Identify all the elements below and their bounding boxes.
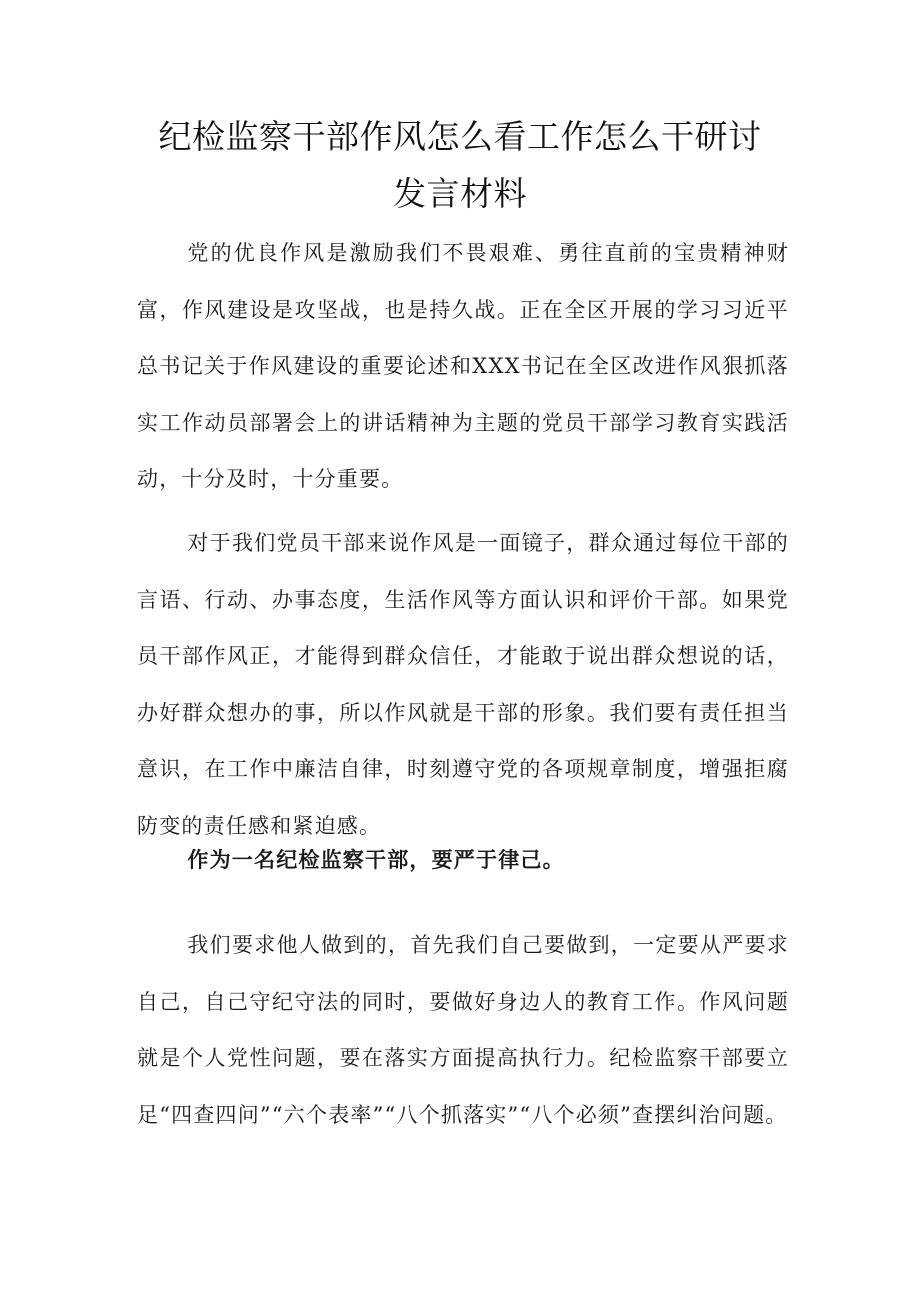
document-title-line-2: 发言材料	[393, 174, 527, 213]
section-heading: 作为一名纪检监察干部，要严于律己。	[187, 848, 565, 872]
body-paragraph-3: 我们要求他人做到的，首先我们自己要做到，一定要从严要求自己，自己守纪守法的同时，要做好身边人的教育工作。作风问题就是个人党性问题，要在落实方面提高执行力。纪检监察干部要立足“四查四问”“六个表率”“八个抓落实”“八个必须”查摆纠治问题。	[137, 933, 789, 1127]
body-paragraph-1: 党的优良作风是激励我们不畏艰难、勇往直前的宝贵精神财富，作风建设是攻坚战，也是持久战。正在全区开展的学习习近平总书记关于作风建设的重要论述和XXX书记在全区改进作风狠抓落实工作动员部署会上的讲话精神为主题的党员干部学习教育实践活动，十分及时，十分重要。	[137, 241, 789, 491]
document-title-line-1: 纪检监察干部作风怎么看工作怎么干研讨	[158, 117, 762, 156]
body-paragraph-2: 对于我们党员干部来说作风是一面镜子，群众通过每位干部的言语、行动、办事态度，生活作风等方面认识和评价干部。如果党员干部作风正，才能得到群众信任，才能敢于说出群众想说的话，办好群众想办的事，所以作风就是干部的形象。我们要有责任担当意识，在工作中廉洁自律，时刻遵守党的各项规章制度，增强拒腐防变的责任感和紧迫感。	[137, 531, 789, 838]
